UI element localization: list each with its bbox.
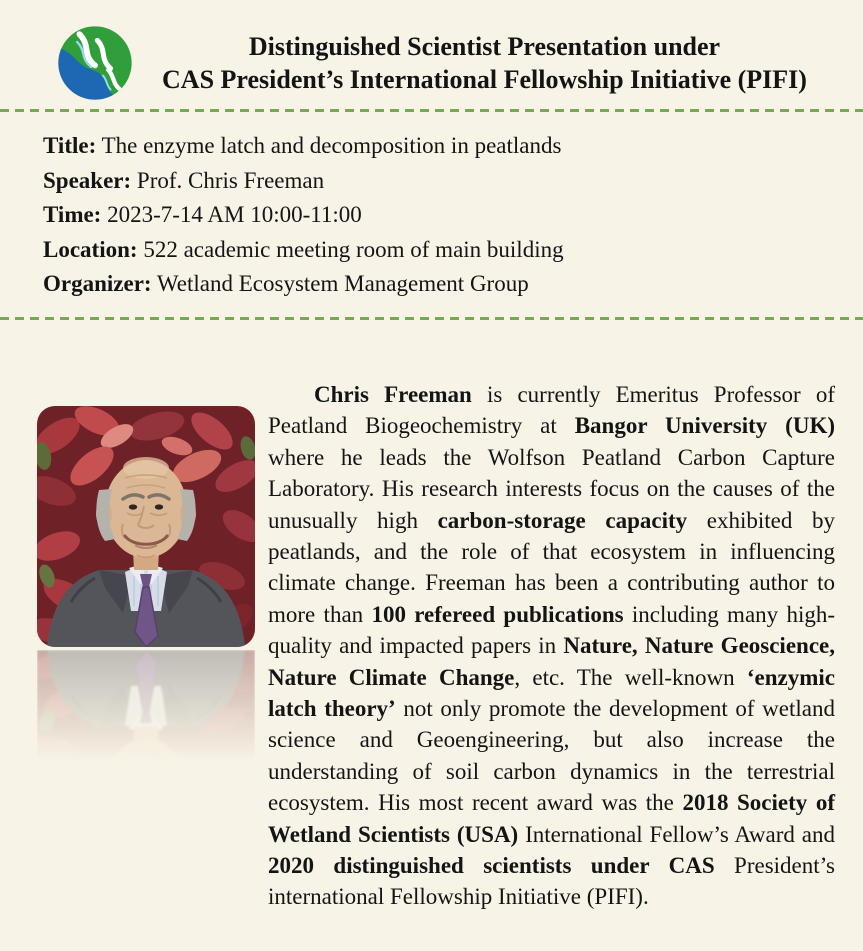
event-details <box>0 112 863 317</box>
detail-value: Prof. Chris Freeman <box>136 167 325 193</box>
photo-reflection <box>37 650 255 785</box>
detail-value: Wetland Ecosystem Management Group <box>156 271 529 297</box>
bio-text <box>268 379 835 913</box>
bio-segment: not only promote the development of wetland science and Geoengineering, but also increase the understanding of soil carbon dynamics in the terrestrial ecosystem. His most recent award was the <box>268 696 835 816</box>
detail-label: Speaker: <box>43 167 132 193</box>
bio-segment: , etc. The well-known <box>514 664 747 690</box>
page-title <box>134 30 829 97</box>
detail-value: 522 academic meeting room of main building <box>143 236 564 262</box>
bio-segment: is currently Emeritus Professor of Peatland Biogeochemistry at <box>268 381 835 439</box>
bio-segment: Chris Freeman <box>314 381 472 407</box>
detail-value: 2023-7-14 AM 10:00-11:00 <box>107 202 362 228</box>
detail-row-location <box>43 233 823 268</box>
detail-row-speaker <box>43 164 823 199</box>
bio-segment: 2020 distinguished scientists under CAS <box>268 853 715 879</box>
detail-label: Organizer: <box>43 271 152 297</box>
detail-row-title <box>43 129 823 164</box>
detail-label: Title: <box>43 133 97 158</box>
bio-segment: President’s international Fellowship Initiative (PIFI). <box>268 853 835 910</box>
biography-section <box>0 320 863 936</box>
bio-segment: Nature, Nature Geoscience, Nature Climate Change <box>268 633 835 690</box>
bio-segment: carbon-storage capacity <box>437 507 688 533</box>
bio-segment: including many high-quality and impacted papers in <box>268 601 835 659</box>
bio-segment: 100 refereed publications <box>371 601 624 627</box>
detail-row-organizer <box>43 267 823 302</box>
header <box>0 0 863 109</box>
detail-label: Location: <box>43 236 138 262</box>
speaker-portrait-photo <box>37 406 255 647</box>
cas-institute-globe-logo-icon <box>56 24 134 102</box>
bio-segment: Bangor University (UK) <box>574 413 835 439</box>
bio-segment: where he leads the Wolfson Peatland Carbon Capture Laboratory. His research interests focus on the causes of the unusually high <box>268 444 835 533</box>
photo-column <box>37 356 255 785</box>
bio-segment: International Fellow’s Award and <box>518 821 835 847</box>
title-line-1: Distinguished Scientist Presentation under <box>248 31 721 61</box>
bio-segment: exhibited by peatlands, and the role of that ecosystem in influencing climate change. Freeman has been a contributing author to more than <box>268 507 835 627</box>
bio-segment: 2018 Society of Wetland Scientists (USA) <box>268 790 836 847</box>
detail-row-time <box>43 198 823 233</box>
bio-segment: ‘enzymic latch theory’ <box>268 664 835 722</box>
detail-value: The enzyme latch and decomposition in peatlands <box>101 133 562 158</box>
title-line-2: CAS President’s International Fellowship Initiative (PIFI) <box>162 65 807 94</box>
detail-label: Time: <box>43 202 102 228</box>
